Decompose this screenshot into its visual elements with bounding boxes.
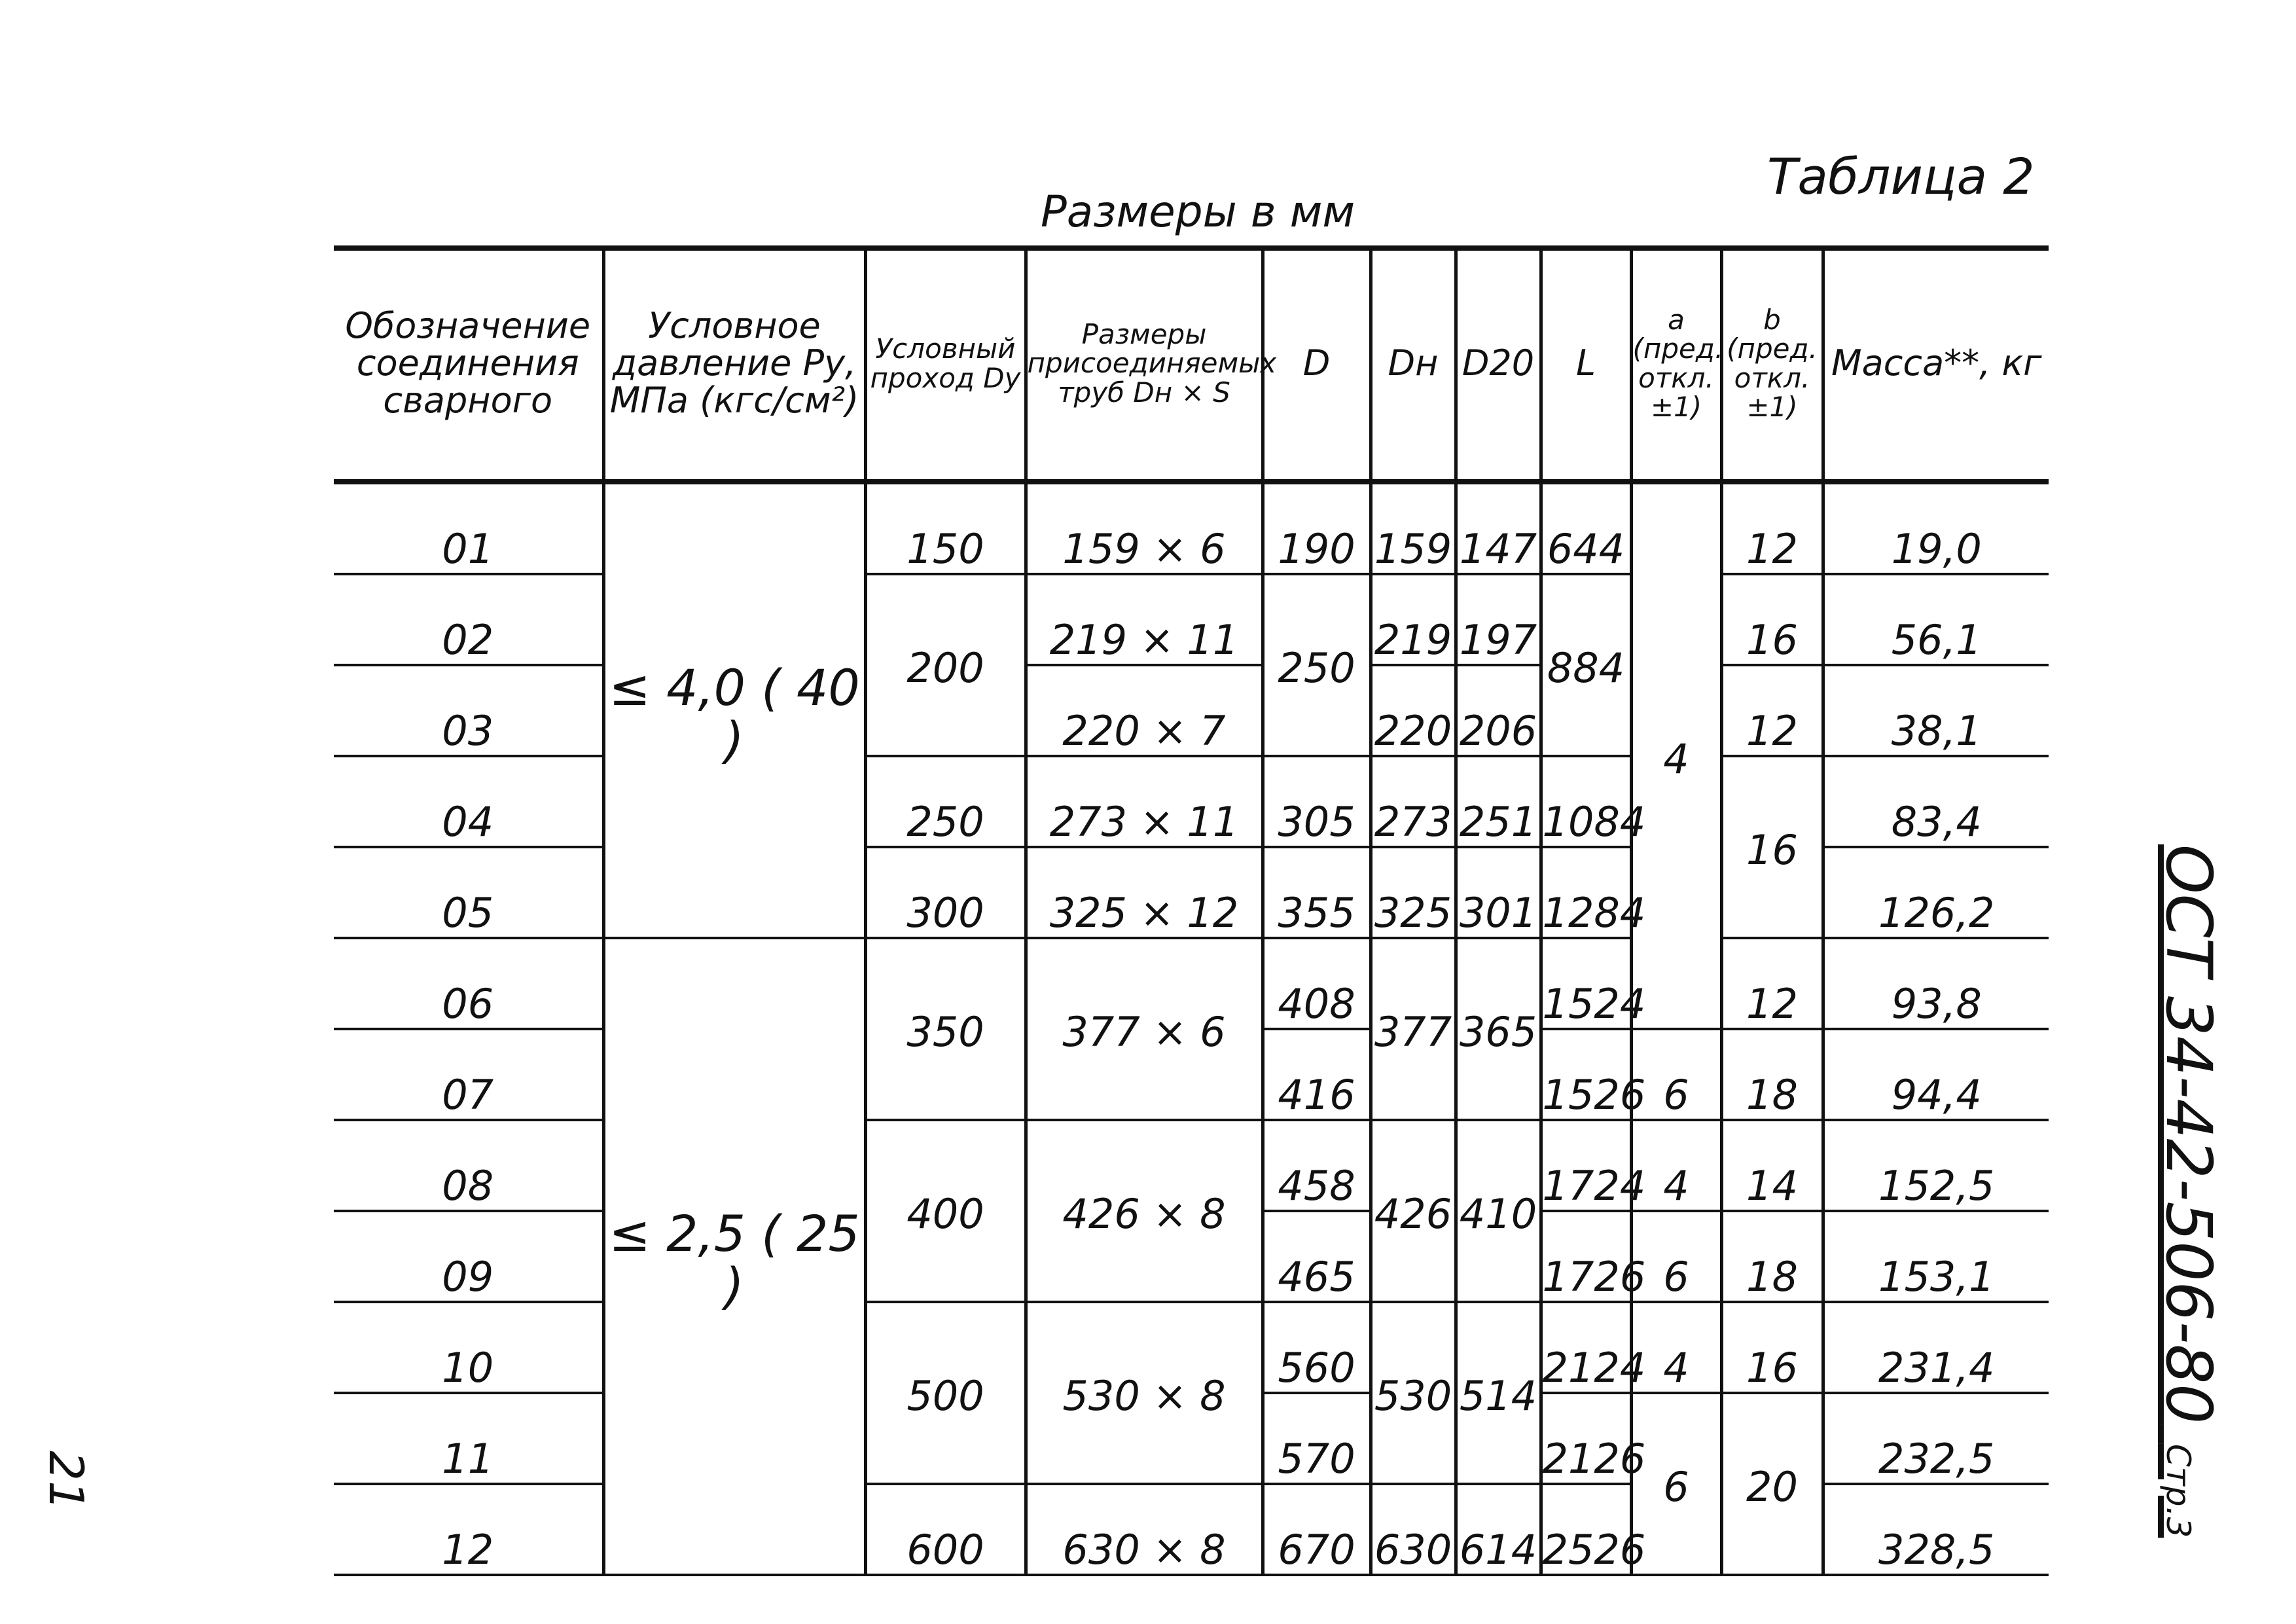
table-row: [334, 574, 2049, 665]
b-cell: 16: [1721, 756, 1823, 938]
document-code: [2152, 844, 2225, 1538]
dn-cell: 220: [1371, 665, 1456, 756]
header-bore: Условный проход Dу: [865, 248, 1026, 482]
designation-cell: 01: [334, 482, 603, 574]
b-cell: 12: [1721, 938, 1823, 1029]
l-cell: 1284: [1541, 847, 1631, 938]
pipe-cell: 220 × 7: [1026, 665, 1263, 756]
pipe-cell: 630 × 8: [1026, 1484, 1263, 1575]
document-code-text: ОСТ 34-42-506-80: [2152, 844, 2225, 1424]
d-cell: 570: [1263, 1393, 1371, 1484]
mass-cell: 328,5: [1823, 1484, 2049, 1575]
designation-cell: 10: [334, 1302, 603, 1393]
d-cell: 465: [1263, 1211, 1371, 1302]
d-cell: 250: [1263, 574, 1371, 756]
designation-cell: 04: [334, 756, 603, 847]
l-cell: 1084: [1541, 756, 1631, 847]
dn-cell: 426: [1371, 1120, 1456, 1302]
page-number: 21: [38, 1451, 94, 1511]
mass-cell: 231,4: [1823, 1302, 2049, 1393]
d20-cell: 251: [1456, 756, 1541, 847]
pipe-cell: 377 × 6: [1026, 938, 1263, 1120]
mass-cell: 93,8: [1823, 938, 2049, 1029]
bore-cell: 150: [865, 482, 1026, 574]
a-cell: 6: [1631, 1211, 1721, 1302]
bore-cell: 300: [865, 847, 1026, 938]
units-caption: Размеры в мм: [1041, 187, 1355, 237]
dn-cell: 273: [1371, 756, 1456, 847]
l-cell: 884: [1541, 574, 1631, 756]
table-row: [334, 482, 2049, 574]
a-cell: 4: [1631, 482, 1721, 1029]
dn-cell: 377: [1371, 938, 1456, 1120]
d20-cell: 197: [1456, 574, 1541, 665]
bore-cell: 400: [865, 1120, 1026, 1302]
d20-cell: 301: [1456, 847, 1541, 938]
pressure-cell: ≤ 4,0 ( 40 ): [603, 482, 865, 938]
mass-cell: 38,1: [1823, 665, 2049, 756]
mass-cell: 94,4: [1823, 1029, 2049, 1120]
b-cell: 18: [1721, 1211, 1823, 1302]
d-cell: 560: [1263, 1302, 1371, 1393]
designation-cell: 03: [334, 665, 603, 756]
dn-cell: 219: [1371, 574, 1456, 665]
b-cell: 20: [1721, 1393, 1823, 1575]
header-dn: Dн: [1371, 248, 1456, 482]
table-row: [334, 1302, 2049, 1393]
b-cell: 12: [1721, 665, 1823, 756]
d20-cell: 514: [1456, 1302, 1541, 1484]
mass-cell: 126,2: [1823, 847, 2049, 938]
table-row: [334, 1120, 2049, 1211]
table-label: Таблица 2: [1767, 147, 2035, 206]
d-cell: 305: [1263, 756, 1371, 847]
l-cell: 1526: [1541, 1029, 1631, 1120]
d-cell: 190: [1263, 482, 1371, 574]
b-cell: 14: [1721, 1120, 1823, 1211]
l-cell: 644: [1541, 482, 1631, 574]
pipe-cell: 325 × 12: [1026, 847, 1263, 938]
table-row: [334, 665, 2049, 756]
d-cell: 355: [1263, 847, 1371, 938]
dn-cell: 159: [1371, 482, 1456, 574]
mass-cell: 232,5: [1823, 1393, 2049, 1484]
d-cell: 670: [1263, 1484, 1371, 1575]
pipe-cell: 273 × 11: [1026, 756, 1263, 847]
mass-cell: 83,4: [1823, 756, 2049, 847]
l-cell: 1524: [1541, 938, 1631, 1029]
designation-cell: 09: [334, 1211, 603, 1302]
dn-cell: 630: [1371, 1484, 1456, 1575]
header-d20: D20: [1456, 248, 1541, 482]
b-cell: 16: [1721, 1302, 1823, 1393]
header-designation: Обозначение соединения сварного: [334, 248, 603, 482]
pipe-cell: 159 × 6: [1026, 482, 1263, 574]
l-cell: 2126: [1541, 1393, 1631, 1484]
mass-cell: 153,1: [1823, 1211, 2049, 1302]
header-pressure: Условное давление Pу, МПа (кгс/см²): [603, 248, 865, 482]
l-cell: 2124: [1541, 1302, 1631, 1393]
dn-cell: 530: [1371, 1302, 1456, 1484]
designation-cell: 02: [334, 574, 603, 665]
l-cell: 1726: [1541, 1211, 1631, 1302]
designation-cell: 08: [334, 1120, 603, 1211]
d20-cell: 410: [1456, 1120, 1541, 1302]
header-d: D: [1263, 248, 1371, 482]
d-cell: 458: [1263, 1120, 1371, 1211]
designation-cell: 05: [334, 847, 603, 938]
a-cell: 6: [1631, 1029, 1721, 1120]
pressure-cell: ≤ 2,5 ( 25 ): [603, 938, 865, 1575]
d20-cell: 614: [1456, 1484, 1541, 1575]
pipe-cell: 530 × 8: [1026, 1302, 1263, 1484]
mass-cell: 19,0: [1823, 482, 2049, 574]
a-cell: 4: [1631, 1302, 1721, 1393]
header-row: [334, 248, 2049, 482]
b-cell: 16: [1721, 574, 1823, 665]
pipe-cell: 426 × 8: [1026, 1120, 1263, 1302]
d20-cell: 365: [1456, 938, 1541, 1120]
d-cell: 408: [1263, 938, 1371, 1029]
designation-cell: 11: [334, 1393, 603, 1484]
bore-cell: 250: [865, 756, 1026, 847]
b-cell: 12: [1721, 482, 1823, 574]
spec-table: [334, 245, 2049, 1576]
bore-cell: 350: [865, 938, 1026, 1120]
a-cell: 4: [1631, 1120, 1721, 1211]
bore-cell: 600: [865, 1484, 1026, 1575]
d20-cell: 206: [1456, 665, 1541, 756]
designation-cell: 07: [334, 1029, 603, 1120]
mass-cell: 152,5: [1823, 1120, 2049, 1211]
header-b: b (пред. откл. ±1): [1721, 248, 1823, 482]
header-mass: Масса**, кг: [1823, 248, 2049, 482]
d20-cell: 147: [1456, 482, 1541, 574]
b-cell: 18: [1721, 1029, 1823, 1120]
bore-cell: 500: [865, 1302, 1026, 1484]
table-row: [334, 756, 2049, 847]
bore-cell: 200: [865, 574, 1026, 756]
designation-cell: 12: [334, 1484, 603, 1575]
header-pipe-size: Размеры присоединяемых труб Dн × S: [1026, 248, 1263, 482]
l-cell: 1724: [1541, 1120, 1631, 1211]
table-row: [334, 938, 2049, 1029]
header-a: a (пред. откл. ±1): [1631, 248, 1721, 482]
dn-cell: 325: [1371, 847, 1456, 938]
designation-cell: 06: [334, 938, 603, 1029]
mass-cell: 56,1: [1823, 574, 2049, 665]
a-cell: 6: [1631, 1393, 1721, 1575]
l-cell: 2526: [1541, 1484, 1631, 1575]
sheet-label: Стр.3: [2159, 1443, 2197, 1538]
header-l: L: [1541, 248, 1631, 482]
d-cell: 416: [1263, 1029, 1371, 1120]
pipe-cell: 219 × 11: [1026, 574, 1263, 665]
